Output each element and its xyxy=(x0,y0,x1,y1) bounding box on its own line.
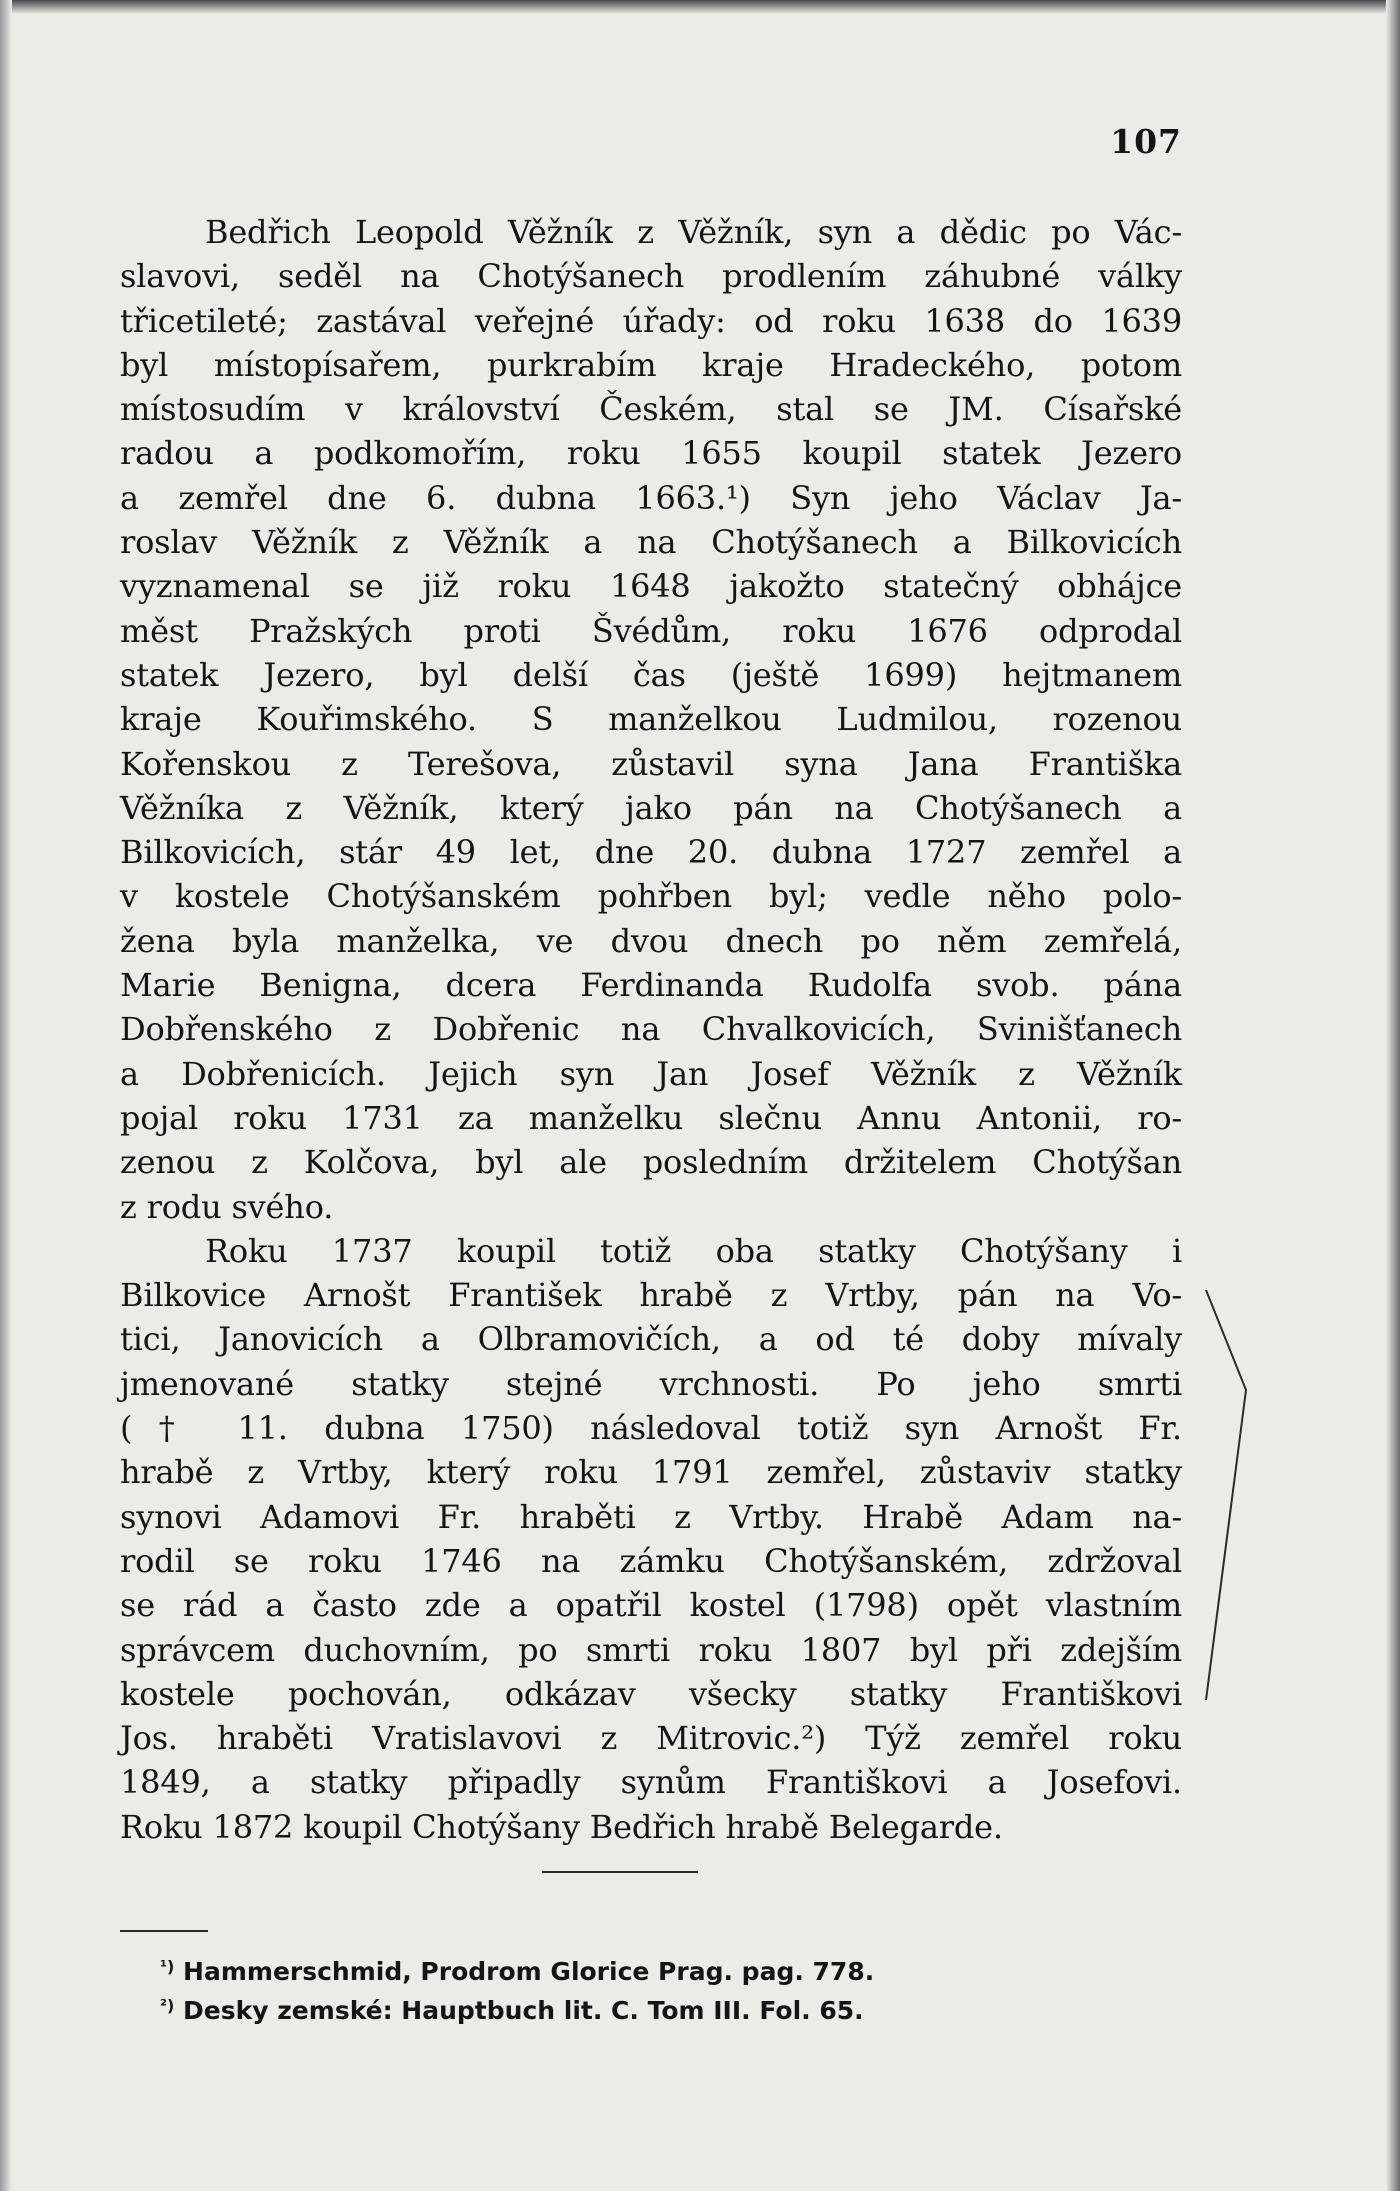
text-line: se rád a často zde a opatřil kostel (1798) opět vlastním xyxy=(120,1586,1182,1625)
text-line: Jos. hraběti Vratislavovi z Mitrovic.²) Týž zemřel roku xyxy=(120,1719,1182,1758)
text-line: měst Pražských proti Švédům, roku 1676 odprodal xyxy=(120,611,1182,650)
section-end-rule xyxy=(542,1871,698,1873)
paragraph-2 xyxy=(120,1229,1182,1849)
text-line: Bilkovice Arnošt František hrabě z Vrtby, pán na Vo- xyxy=(120,1276,1182,1315)
text-line: jmenované statky stejné vrchnosti. Po jeho smrti xyxy=(120,1364,1182,1403)
text-line: tici, Janovicích a Olbramovičích, a od té doby mívaly xyxy=(120,1320,1182,1359)
text-line: v kostele Chotýšanském pohřben byl; vedle něho polo- xyxy=(120,877,1182,916)
footnote-mark: ¹) xyxy=(160,1957,175,1976)
footnote-text: Hammerschmid, Prodrom Glorice Prag. pag. 778. xyxy=(183,1957,875,1986)
text-line: Kořenskou z Terešova, zůstavil syna Jana Františka xyxy=(120,744,1182,783)
text-line: roslav Věžník z Věžník a na Chotýšanech a Bilkovicích xyxy=(120,523,1182,562)
text-line: statek Jezero, byl delší čas (ještě 1699) hejtmanem xyxy=(120,655,1182,694)
text-line: třicetileté; zastával veřejné úřady: od roku 1638 do 1639 xyxy=(120,301,1182,340)
text-line: 1849, a statky připadly synům Františkovi a Josefovi. xyxy=(120,1763,1182,1802)
text-line: Bilkovicích, stár 49 let, dne 20. dubna 1727 zemřel a xyxy=(120,833,1182,872)
footnote-1 xyxy=(160,1950,874,1989)
page-number: 107 xyxy=(1110,122,1182,161)
footnote-mark: ²) xyxy=(160,1996,175,2015)
text-line: vyznamenal se již roku 1648 jakožto statečný obhájce xyxy=(120,567,1182,606)
text-line: z rodu svého. xyxy=(120,1187,334,1226)
text-line: Bedřich Leopold Věžník z Věžník, syn a dědic po Vác- xyxy=(205,213,1182,251)
text-line: Roku 1737 koupil totiž oba statky Chotýšany i xyxy=(205,1231,1182,1270)
footnotes xyxy=(160,1950,874,2028)
text-line: správcem duchovním, po smrti roku 1807 byl při zdejším xyxy=(120,1630,1182,1669)
main-text xyxy=(120,210,1182,1849)
footnote-rule xyxy=(120,1930,208,1932)
text-line: a zemřel dne 6. dubna 1663.¹) Syn jeho Václav Ja- xyxy=(120,478,1182,517)
text-line: místosudím v království Českém, stal se JM. Císařské xyxy=(120,390,1182,429)
text-line: († 11. dubna 1750) následoval totiž syn Arnošt Fr. xyxy=(120,1409,1182,1448)
text-line: Roku 1872 koupil Chotýšany Bedřich hrabě Belegarde. xyxy=(120,1807,1003,1846)
text-line: Marie Benigna, dcera Ferdinanda Rudolfa svob. pána xyxy=(120,966,1182,1005)
text-line: synovi Adamovi Fr. hraběti z Vrtby. Hrabě Adam na- xyxy=(120,1497,1182,1536)
paragraph-1 xyxy=(120,210,1182,1229)
text-line: byl místopísařem, purkrabím kraje Hradeckého, potom xyxy=(120,345,1182,384)
text-line: radou a podkomořím, roku 1655 koupil statek Jezero xyxy=(120,434,1182,473)
text-line: kraje Kouřimského. S manželkou Ludmilou, rozenou xyxy=(120,700,1182,739)
text-line: Věžníka z Věžník, který jako pán na Chotýšanech a xyxy=(120,788,1182,827)
text-line: zenou z Kolčova, byl ale posledním držitelem Chotýšan xyxy=(120,1143,1182,1182)
page-edge-left xyxy=(0,0,12,2191)
margin-bracket-mark xyxy=(1200,1290,1260,1710)
text-line: Dobřenského z Dobřenic na Chvalkovicích, Svinišťanech xyxy=(120,1010,1182,1049)
text-line: rodil se roku 1746 na zámku Chotýšanském, zdržoval xyxy=(120,1541,1182,1580)
footnote-2 xyxy=(160,1989,874,2028)
footnote-text: Desky zemské: Hauptbuch lit. C. Tom III. Fol. 65. xyxy=(183,1996,864,2025)
text-line: slavovi, seděl na Chotýšanech prodlením záhubné války xyxy=(120,257,1182,296)
page-edge-right xyxy=(1386,0,1400,2191)
text-line: žena byla manželka, ve dvou dnech po něm zemřelá, xyxy=(120,921,1182,960)
text-line: kostele pochován, odkázav všecky statky Františkovi xyxy=(120,1674,1182,1713)
page-edge-top xyxy=(0,0,1400,14)
text-line: a Dobřenicích. Jejich syn Jan Josef Věžník z Věžník xyxy=(120,1054,1182,1093)
text-line: hrabě z Vrtby, který roku 1791 zemřel, zůstaviv statky xyxy=(120,1453,1182,1492)
text-line: pojal roku 1731 za manželku slečnu Annu Antonii, ro- xyxy=(120,1098,1182,1137)
